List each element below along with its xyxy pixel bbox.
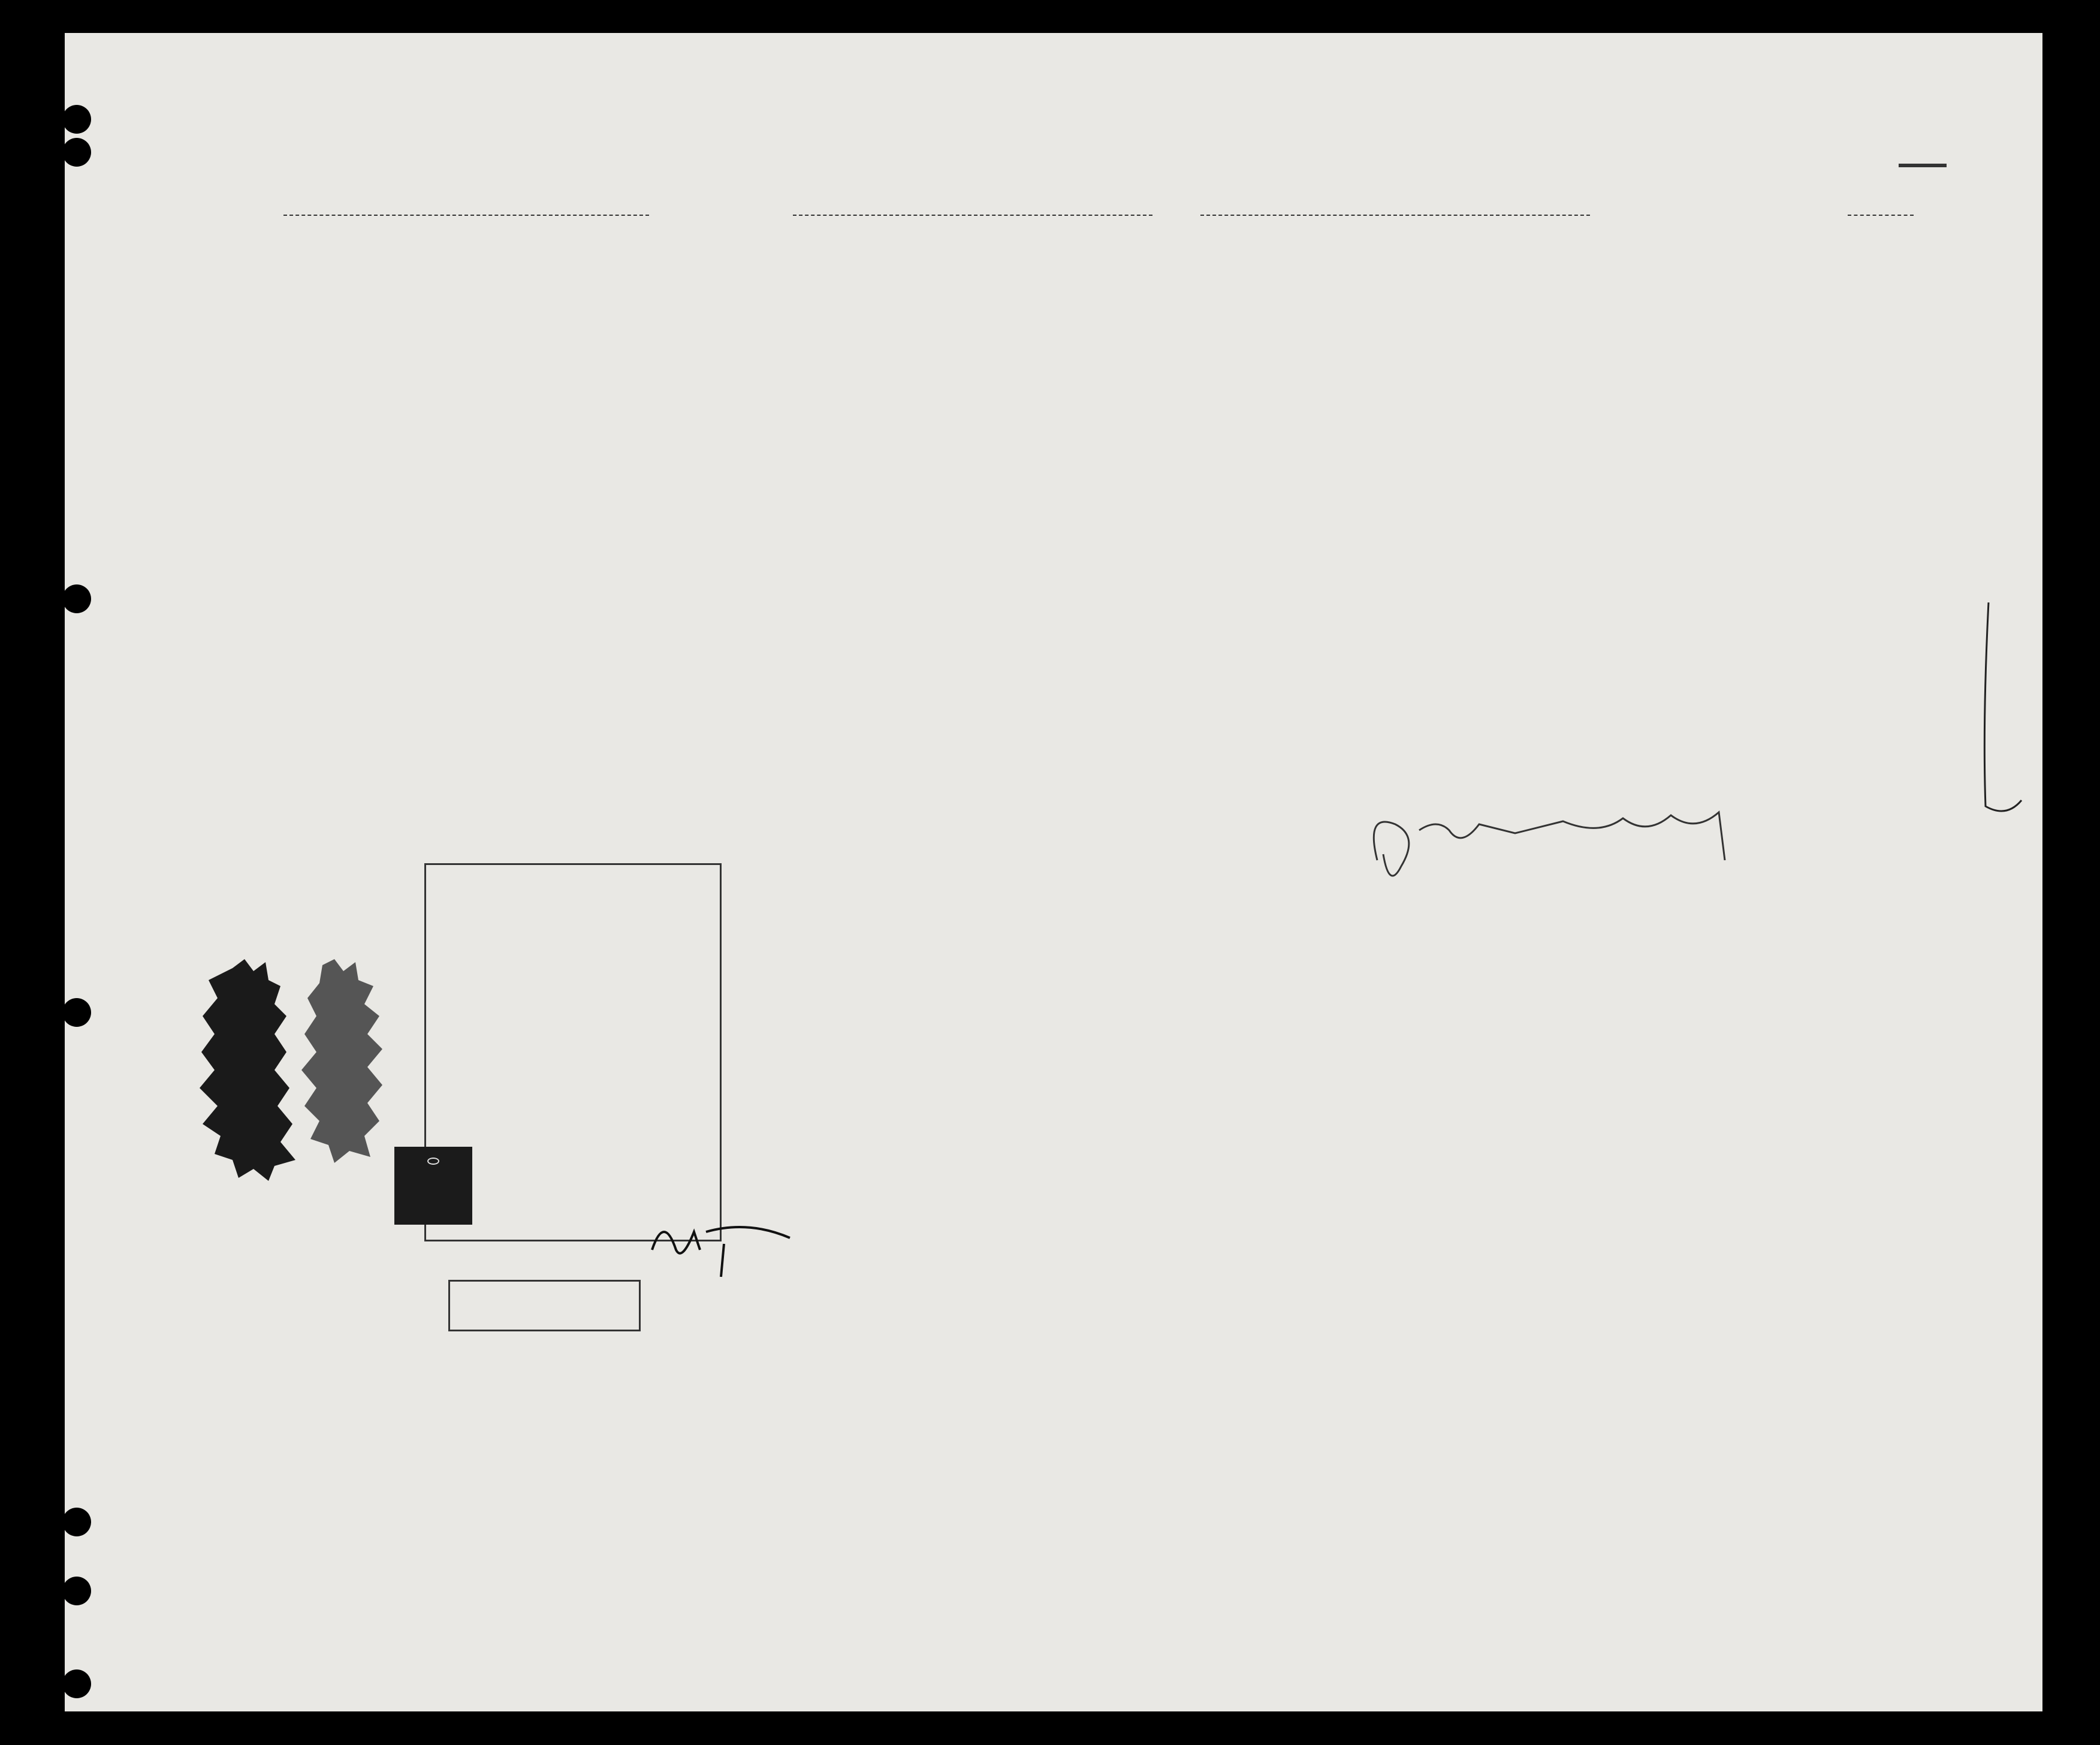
- punch-hole: [62, 998, 91, 1027]
- punch-hole: [62, 584, 91, 613]
- punch-hole: [62, 1669, 91, 1698]
- punch-hole: [62, 1508, 91, 1536]
- vessel-line: [65, 186, 2042, 222]
- revenue-stamp-value: [427, 1158, 439, 1165]
- received-signature: [1359, 788, 1767, 896]
- torn-seal-left: [197, 956, 310, 1184]
- torn-seal-right: [298, 959, 388, 1163]
- page-dash: [1899, 164, 1947, 167]
- issued-line: [432, 1032, 456, 1045]
- punch-hole: [62, 1577, 91, 1605]
- punch-hole: [62, 138, 91, 167]
- closed-with-stamp: [406, 806, 700, 828]
- punch-hole: [62, 105, 91, 134]
- fee-box: [448, 1280, 641, 1331]
- consul-signature: [640, 1208, 808, 1280]
- inspector-bracket: [1917, 602, 2036, 830]
- manifest-sheet: [65, 33, 2042, 1711]
- revenue-stamp: [394, 1147, 472, 1225]
- crew-table: [95, 226, 2042, 1659]
- valid-line: [432, 1051, 486, 1065]
